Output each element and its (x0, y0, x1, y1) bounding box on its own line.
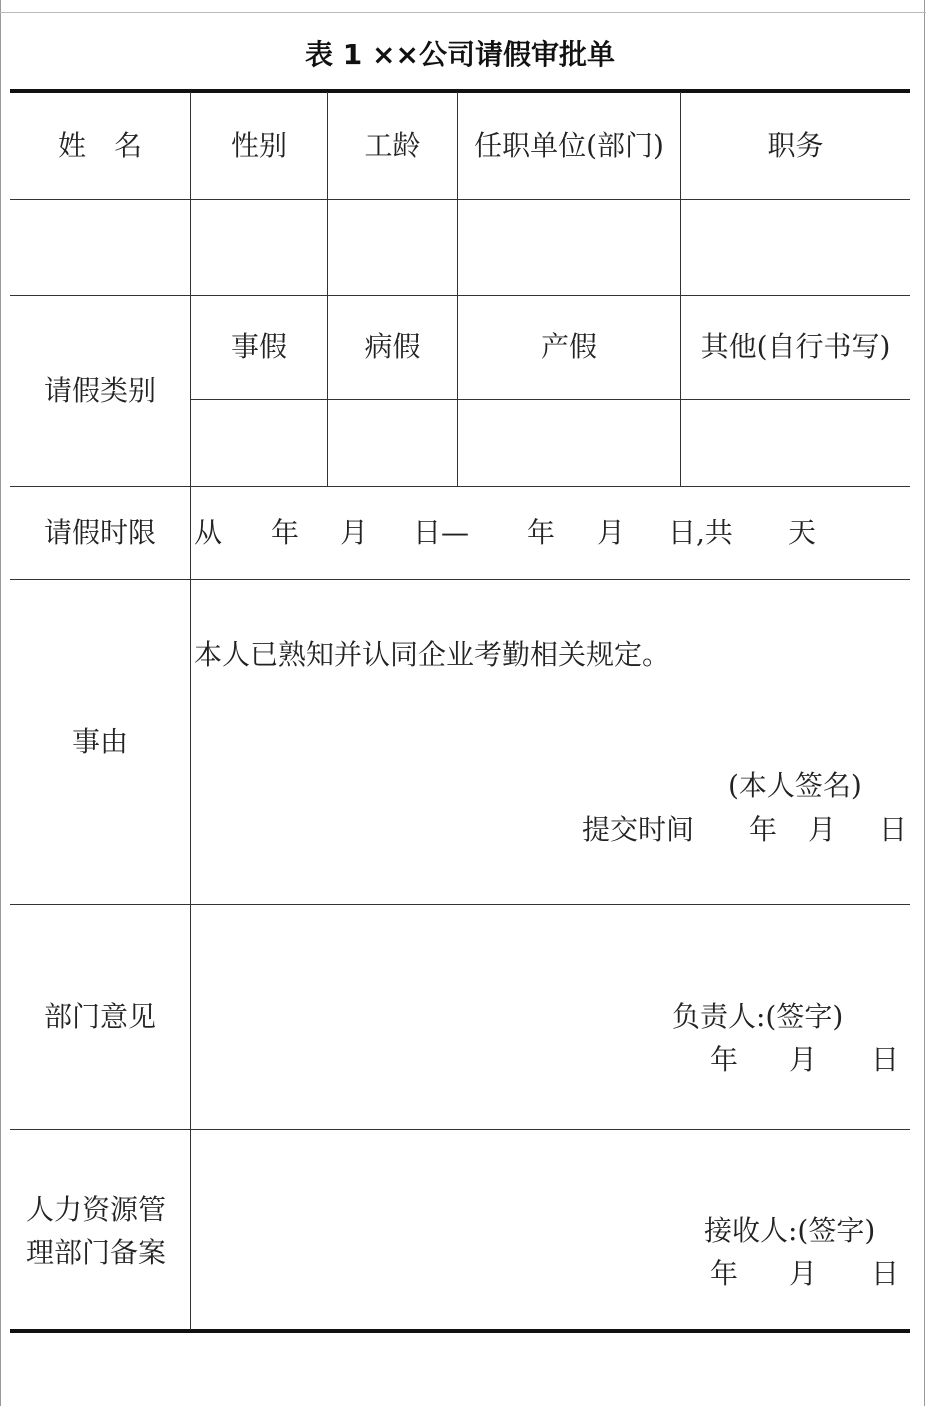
dept-month: 月 (789, 1043, 818, 1076)
period-from: 从 (194, 516, 223, 549)
leave-type-other-cell[interactable] (681, 400, 910, 486)
seniority-cell[interactable] (328, 200, 457, 295)
leave-type-other: 其他(自行书写) (700, 330, 891, 363)
unit-cell[interactable] (458, 200, 680, 295)
dept-signer: 负责人:(签字) (672, 1000, 844, 1033)
period-month-1: 月 (340, 516, 369, 549)
reason-statement: 本人已熟知并认同企业考勤相关规定。 (194, 638, 671, 671)
page-border-left (0, 0, 1, 1406)
row-divider (10, 486, 910, 487)
reason-submit-time: 提交时间 (582, 813, 695, 846)
position-cell[interactable] (681, 200, 910, 295)
leave-type-sick: 病假 (364, 330, 421, 363)
leave-type-sick-cell[interactable] (328, 400, 457, 486)
period-month-2: 月 (597, 516, 626, 549)
hr-label-line-2: 理部门备案 (26, 1236, 167, 1269)
header-name: 姓 名 (57, 129, 142, 162)
table-top-rule (10, 89, 910, 93)
reason-month: 月 (808, 813, 837, 846)
leave-type-label: 请假类别 (43, 374, 156, 407)
header-position: 职务 (767, 129, 824, 162)
table-bottom-rule (10, 1329, 910, 1333)
page-border-right (924, 0, 925, 1406)
hr-year: 年 (710, 1257, 739, 1290)
period-year-2: 年 (527, 516, 556, 549)
form-title: 表 1 ××公司请假审批单 (305, 38, 615, 71)
period-year-1: 年 (271, 516, 300, 549)
reason-label: 事由 (71, 725, 128, 758)
header-seniority: 工龄 (364, 129, 421, 162)
row-divider (10, 295, 910, 296)
period-days: 天 (788, 516, 817, 549)
reason-year: 年 (749, 813, 778, 846)
header-unit: 任职单位(部门) (474, 129, 664, 162)
period-day-total: 日,共 (668, 516, 733, 549)
row-divider (10, 1129, 910, 1130)
hr-month: 月 (789, 1257, 818, 1290)
dept-day: 日 (871, 1043, 900, 1076)
leave-type-personal: 事假 (230, 330, 287, 363)
leave-type-maternity: 产假 (540, 330, 597, 363)
dept-opinion-label: 部门意见 (43, 1000, 156, 1033)
hr-day: 日 (871, 1257, 900, 1290)
gender-cell[interactable] (191, 200, 327, 295)
hr-signer: 接收人:(签字) (704, 1214, 876, 1247)
leave-period-label: 请假时限 (43, 516, 156, 549)
leave-type-personal-cell[interactable] (191, 400, 327, 486)
header-gender: 性别 (230, 129, 287, 162)
reason-signature: (本人签名) (728, 769, 862, 802)
period-day-dash: 日— (413, 516, 470, 549)
page-border-top (0, 12, 926, 13)
name-cell[interactable] (10, 200, 190, 295)
hr-label-line-1: 人力资源管 (26, 1193, 167, 1226)
dept-year: 年 (710, 1043, 739, 1076)
row-divider (10, 904, 910, 905)
reason-day: 日 (879, 813, 908, 846)
leave-type-maternity-cell[interactable] (458, 400, 680, 486)
row-divider (10, 579, 910, 580)
